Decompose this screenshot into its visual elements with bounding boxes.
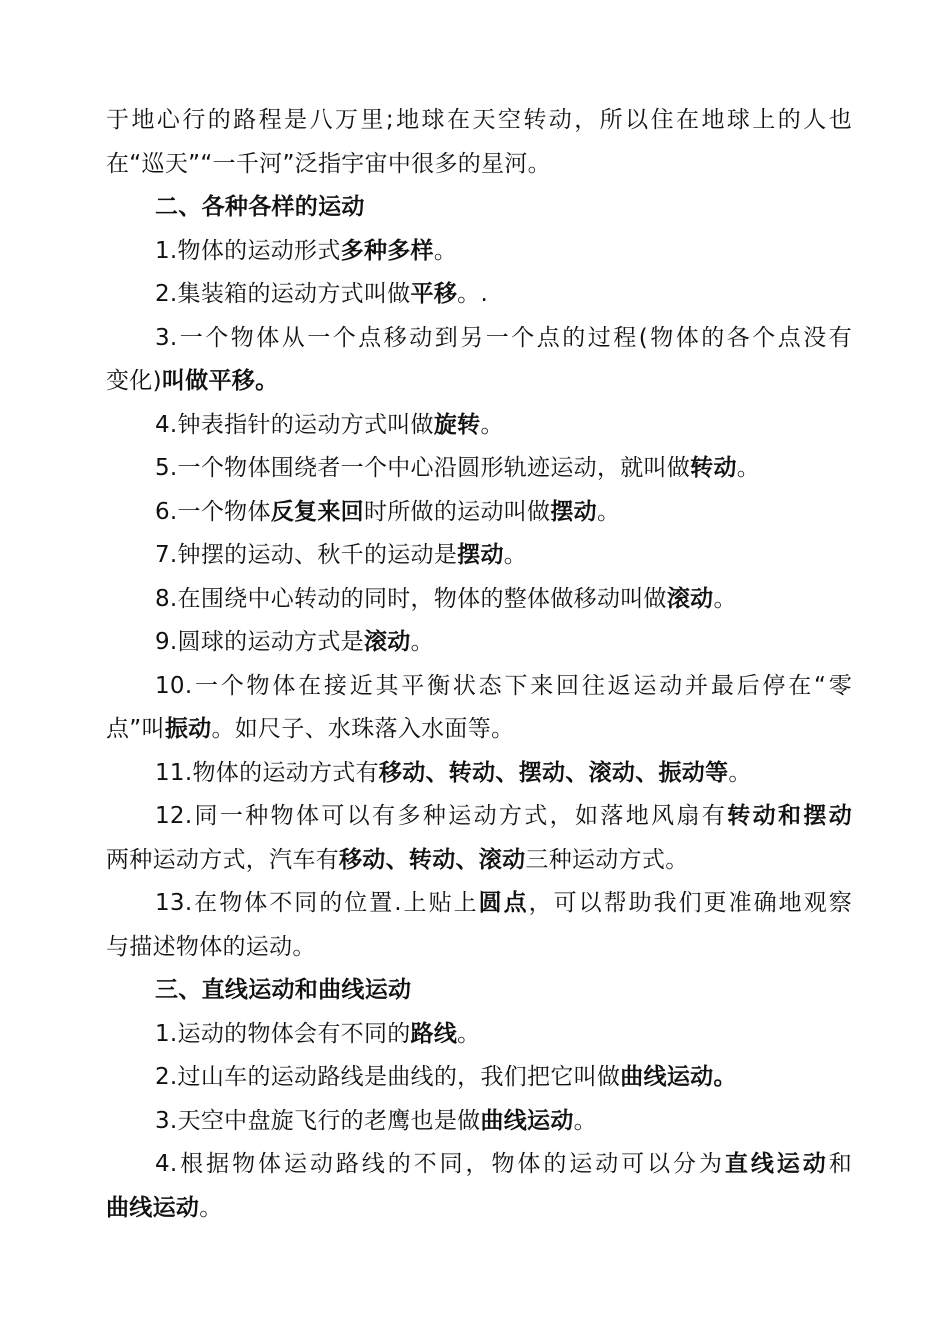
document-page — [106, 99, 852, 1230]
list-item: 7.钟摆的运动、秋千的运动是摆动。 — [155, 542, 528, 568]
list-item: 1.运动的物体会有不同的路线。 — [155, 1020, 481, 1047]
list-item: 9.圆球的运动方式是滚动。 — [155, 629, 434, 655]
paragraph-line: 在“巡天”“一千河”泛指宇宙中很多的星河。 — [106, 150, 551, 177]
list-item: 12.同一种物体可以有多种运动方式，如落地风扇有转动和摆动 — [155, 803, 852, 829]
section-heading: 二、各种各样的运动 — [155, 194, 365, 220]
list-item: 4.钟表指针的运动方式叫做旋转。 — [155, 411, 504, 438]
list-item: 8.在围绕中心转动的同时，物体的整体做移动叫做滚动。 — [155, 585, 737, 612]
list-item-continuation: 与描述物体的运动。 — [106, 933, 316, 960]
list-item-continuation: 点”叫振动。如尺子、水珠落入水面等。 — [106, 716, 515, 742]
list-item: 10.一个物体在接近其平衡状态下来回往返运动并最后停在“零 — [155, 672, 852, 699]
list-item-continuation: 两种运动方式，汽车有移动、转动、滚动三种运动方式。 — [106, 846, 689, 873]
list-item: 6.一个物体反复来回时所做的运动叫做摆动。 — [155, 498, 621, 525]
list-item: 2.过山车的运动路线是曲线的，我们把它叫做曲线运动。 — [155, 1064, 737, 1090]
list-item-continuation: 变化)叫做平移。 — [106, 368, 279, 394]
paragraph-line: 于地心行的路程是八万里;地球在天空转动，所以住在地球上的人也 — [106, 107, 852, 133]
list-item: 5.一个物体围绕者一个中心沿圆形轨迹运动，就叫做转动。 — [155, 455, 761, 481]
list-item: 11.物体的运动方式有移动、转动、摆动、滚动、振动等。 — [155, 759, 752, 786]
section-heading: 三、直线运动和曲线运动 — [155, 977, 412, 1003]
list-item: 2.集装箱的运动方式叫做平移。. — [155, 281, 489, 307]
list-item: 3.天空中盘旋飞行的老鹰也是做曲线运动。 — [155, 1107, 597, 1134]
list-item: 13.在物体不同的位置.上贴上圆点，可以帮助我们更准确地观察 — [155, 890, 852, 916]
list-item: 1.物体的运动形式多种多样。 — [155, 237, 458, 264]
list-item: 4.根据物体运动路线的不同，物体的运动可以分为直线运动和 — [155, 1151, 852, 1177]
list-item-continuation: 曲线运动。 — [106, 1194, 223, 1221]
list-item: 3.一个物体从一个点移动到另一个点的过程(物体的各个点没有 — [155, 324, 852, 351]
